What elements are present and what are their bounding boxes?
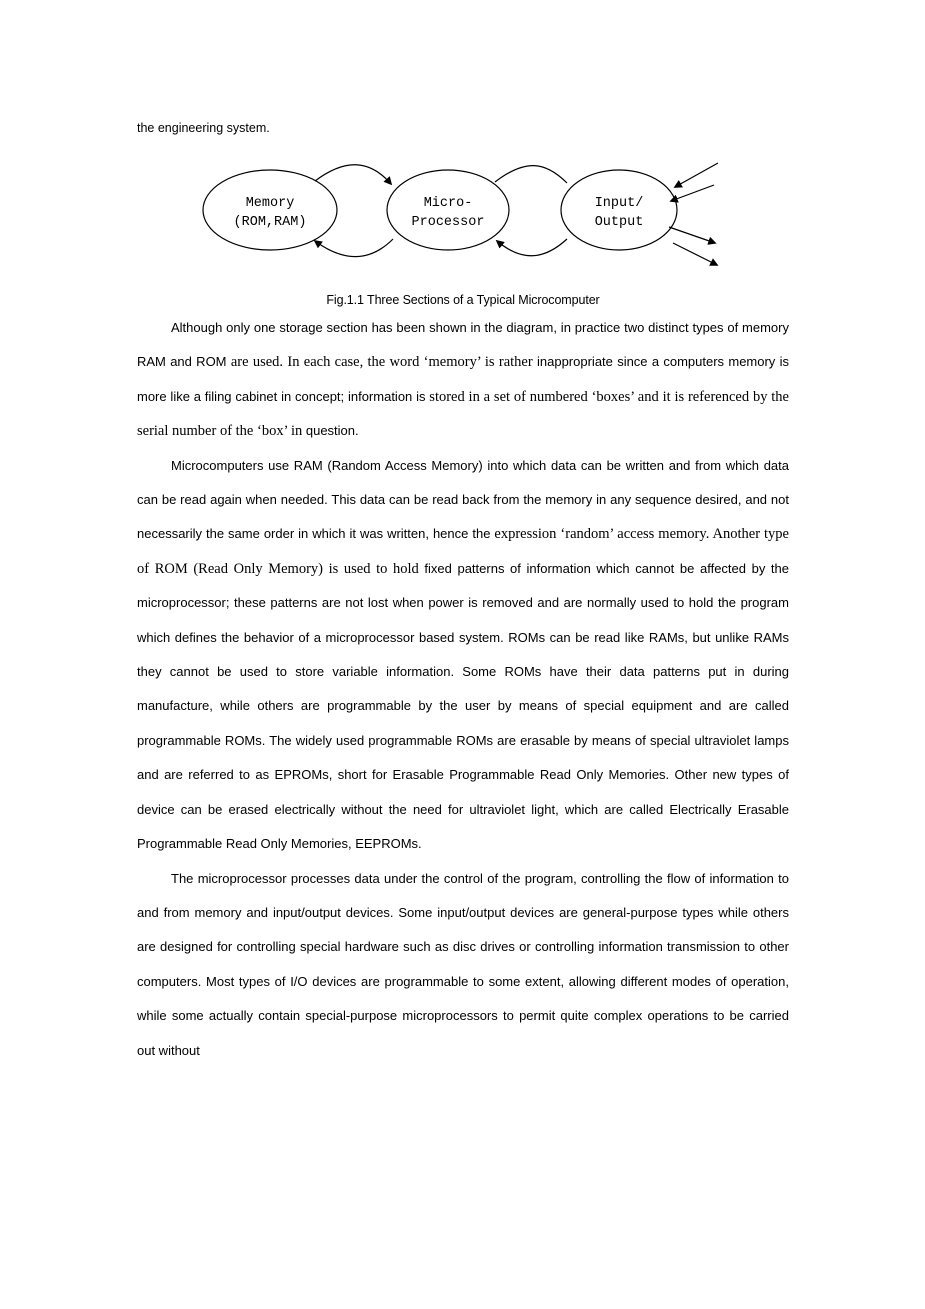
paragraph-memory-types <box>137 311 789 449</box>
figure-caption: Fig.1.1 Three Sections of a Typical Microcomputer <box>326 293 600 307</box>
run-text: stored in a set of numbered ‘boxes’ and it is referenced by the serial number of the ‘box’ in <box>137 388 789 440</box>
paragraph-ram-rom <box>137 449 789 862</box>
node-input-output-line2: Output <box>594 215 644 230</box>
run-text: Although only one storage section has been shown in the diagram, in practice two distinct types of memory RAM and ROM <box>137 320 789 370</box>
node-microprocessor-line1: Micro- <box>423 196 473 211</box>
document-content <box>137 120 789 1068</box>
arrow-external-out-lower <box>673 243 717 265</box>
run-text: are used. In each case, the word ‘memory’ is rather <box>230 354 537 371</box>
arrow-external-out-upper <box>669 227 715 243</box>
run-text: expression ‘random’ access memory. Another type of ROM (Read Only Memory) is used to hold <box>137 526 789 577</box>
arrow-external-in-lower <box>671 185 714 201</box>
arrow-external-in-upper <box>675 163 718 187</box>
run-text: Microcomputers use RAM (Random Access Memory) into which data can be written and from which data can be read again when needed. This data can be read back from the memory in any sequence desired, and not necessarily the same order in which it was written, hence the <box>137 457 789 542</box>
node-input-output-line1: Input/ <box>594 196 644 211</box>
run-text: question. <box>305 423 359 439</box>
arrow-memory-to-microprocessor <box>315 165 391 184</box>
lead-line: the engineering system. <box>137 121 270 135</box>
run-text: inappropriate since a computers memory is more like a filing cabinet in concept; information is <box>137 354 789 404</box>
node-memory-line1: Memory <box>245 196 295 211</box>
run-text: fixed patterns of information which cannot be affected by the microprocessor; these patterns are not lost when power is removed and are normally used to hold the program which defines the behavior of a microprocessor based system. ROMs can be read like RAMs, but unlike RAMs they cannot be used to store variable information. Some ROMs have their data patterns put in during manufacture, while others are programmable by the user by means of special equipment and are called programmable ROMs. The widely used programmable ROMs are erasable by means of special ultraviolet lamps and are referred to as EPROMs, short for Erasable Programmable Read Only Memories. Other new types of device can be erased electrically without the need for ultraviolet light, which are called Electrically Erasable Programmable Read Only Memories, EEPROMs. <box>137 560 790 852</box>
node-memory-line2: (ROM,RAM) <box>233 215 307 230</box>
arrow-microprocessor-to-io <box>495 166 567 183</box>
run-text: The microprocessor processes data under the control of the program, controlling the flow of information to and from memory and input/output devices. Some input/output devices are general-purpose types while others are designed for controlling special hardware such as disc drives or controlling information transmission to other computers. Most types of I/O devices are programmable to some extent, allowing different modes of operation, while some actually contain special-purpose microprocessors to permit quite complex operations to be carried out without <box>137 870 789 1058</box>
microcomputer-diagram-svg <box>195 155 735 275</box>
node-microprocessor-line2: Processor <box>411 215 485 230</box>
figure-block-diagram <box>137 155 789 285</box>
arrow-io-to-microprocessor <box>497 239 567 256</box>
arrow-microprocessor-to-memory <box>315 239 393 257</box>
paragraph-microprocessor-io <box>137 862 789 1068</box>
